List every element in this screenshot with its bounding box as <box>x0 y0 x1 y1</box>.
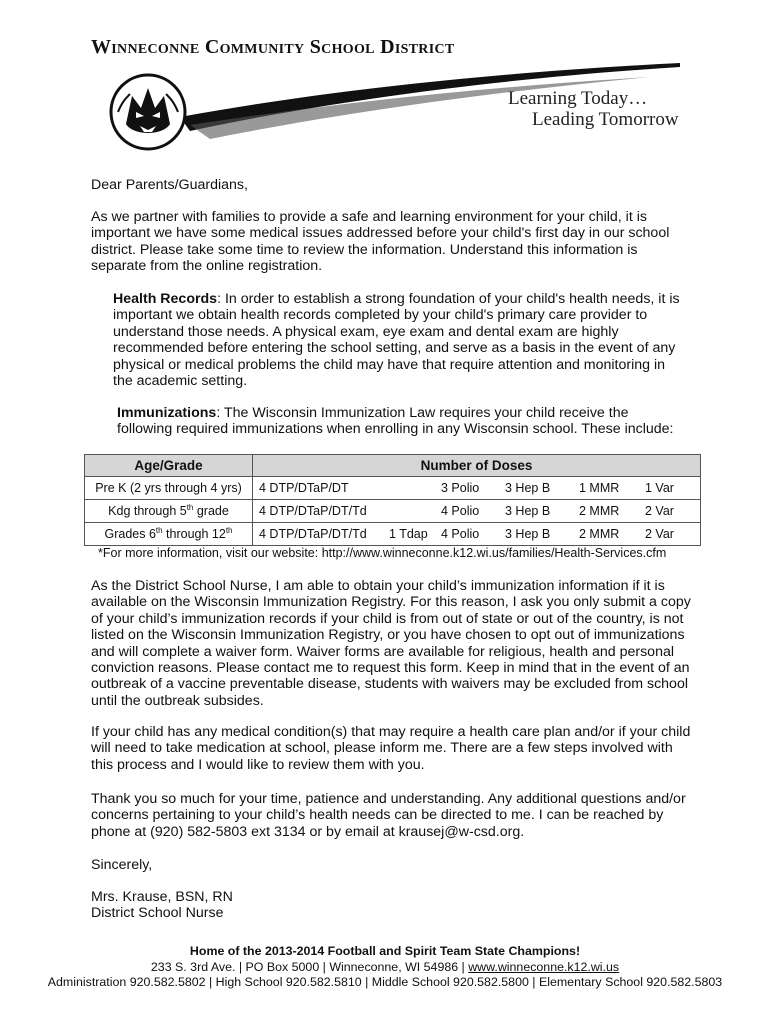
table-row <box>85 500 701 523</box>
dose-mmr: 2 MMR <box>579 504 620 518</box>
dose-tdap: 1 Tdap <box>389 527 428 541</box>
footer-phones: Administration 920.582.5802 | High School 920.582.5810 | Middle School 920.582.5800 | Elementary School 920.582.5803 <box>47 975 723 989</box>
dose-var: 2 Var <box>645 504 674 518</box>
table-footnote: *For more information, visit our website: http://www.winneconne.k12.wi.us/families/Health-Services.cfm <box>98 546 667 560</box>
website-link[interactable]: www.winneconne.k12.wi.us <box>468 960 620 974</box>
dose-dtp: 4 DTP/DTaP/DT/Td <box>259 527 367 541</box>
immunizations-paragraph <box>117 405 687 438</box>
table-row <box>85 523 701 546</box>
medical-paragraph: If your child has any medical condition(s) that may require a health care plan and/or if your child will need to take medication at school, please inform me. There are a few steps involved with this process and I would like to review them with you. <box>91 724 691 773</box>
district-name: Winneconne Community School District <box>91 36 455 58</box>
closing: Sincerely, <box>91 857 153 873</box>
district-motto <box>508 88 679 130</box>
thanks-paragraph: Thank you so much for your time, patience and understanding. Any additional questions and/or concerns pertaining to your child’s health needs can be directed to me. I can be reached by phone at (920) 582-5803 ext 3134 or by email at krausej@w-csd.org. <box>91 791 686 840</box>
header-age-grade: Age/Grade <box>85 455 253 477</box>
signature-title: District School Nurse <box>91 905 224 922</box>
immunization-table <box>84 454 701 546</box>
motto-line-2: Leading Tomorrow <box>532 109 679 130</box>
dose-var: 1 Var <box>645 481 674 495</box>
doses-cell <box>253 477 701 500</box>
doses-cell <box>253 523 701 546</box>
footer-address <box>0 960 770 975</box>
wolf-mascot-icon <box>108 72 188 152</box>
health-records-heading: Health Records <box>113 291 218 307</box>
table-row <box>85 477 701 500</box>
health-records-text: : In order to establish a strong foundation of your child's health needs, it is important we obtain health records completed by your child's primary care provider to understand those needs. A physical exam, eye exam and dental exam are highly recommended before entering the school setting, and serve as a basis in the event of any physical or medical problems the child may have that require attention and monitoring in the academic setting. <box>113 291 680 390</box>
nurse-paragraph: As the District School Nurse, I am able to obtain your child’s immunization information if it is available on the Wisconsin Immunization Registry. For this reason, I ask you only submit a copy of your child’s immunization records if your child is from out of state or out of the country, is not listed on the Wisconsin Immunization Registry, or you have chosen to opt out of immunizations and will complete a waiver form. Waiver forms are available for religious, health and personal conviction reasons. Please contact me to request this form. Keep in mind that in the event of an outbreak of a vaccine preventable disease, students with waivers may be excluded from school until the outbreak subsides. <box>91 578 691 709</box>
immunizations-text: : The Wisconsin Immunization Law requires your child receive the following required immunizations when enrolling in any Wisconsin school. These include: <box>117 405 674 438</box>
dose-dtp: 4 DTP/DTaP/DT <box>259 481 349 495</box>
dose-var: 2 Var <box>645 527 674 541</box>
dose-mmr: 1 MMR <box>579 481 620 495</box>
age-cell: Kdg through 5th grade <box>85 500 253 523</box>
doses-cell <box>253 500 701 523</box>
immunizations-heading: Immunizations <box>117 405 217 421</box>
table-header-row <box>85 455 701 477</box>
dose-dtp: 4 DTP/DTaP/DT/Td <box>259 504 367 518</box>
age-cell: Pre K (2 yrs through 4 yrs) <box>85 477 253 500</box>
dose-hepb: 3 Hep B <box>505 527 551 541</box>
dose-polio: 4 Polio <box>441 504 480 518</box>
header-number-of-doses: Number of Doses <box>253 455 701 477</box>
dose-hepb: 3 Hep B <box>505 504 551 518</box>
dose-polio: 4 Polio <box>441 527 480 541</box>
intro-paragraph: As we partner with families to provide a safe and learning environment for your child, it is important we have some medical issues addressed before your child's first day in our school district. Please take some time to review the information. Understand this information is separate from the online registration. <box>91 209 670 275</box>
footer-address-text: 233 S. 3rd Ave. | PO Box 5000 | Winneconne, WI 54986 | <box>150 960 469 974</box>
greeting: Dear Parents/Guardians, <box>91 177 248 193</box>
dose-mmr: 2 MMR <box>579 527 620 541</box>
age-cell: Grades 6th through 12th <box>85 523 253 546</box>
dose-polio: 3 Polio <box>441 481 480 495</box>
dose-hepb: 3 Hep B <box>505 481 551 495</box>
health-records-paragraph <box>113 291 683 389</box>
signature-block <box>91 889 691 922</box>
signature-name: Mrs. Krause, BSN, RN <box>91 889 233 905</box>
footer-champions: Home of the 2013-2014 Football and Spirit Team State Champions! <box>189 944 581 958</box>
motto-line-1: Learning Today… <box>508 88 648 109</box>
